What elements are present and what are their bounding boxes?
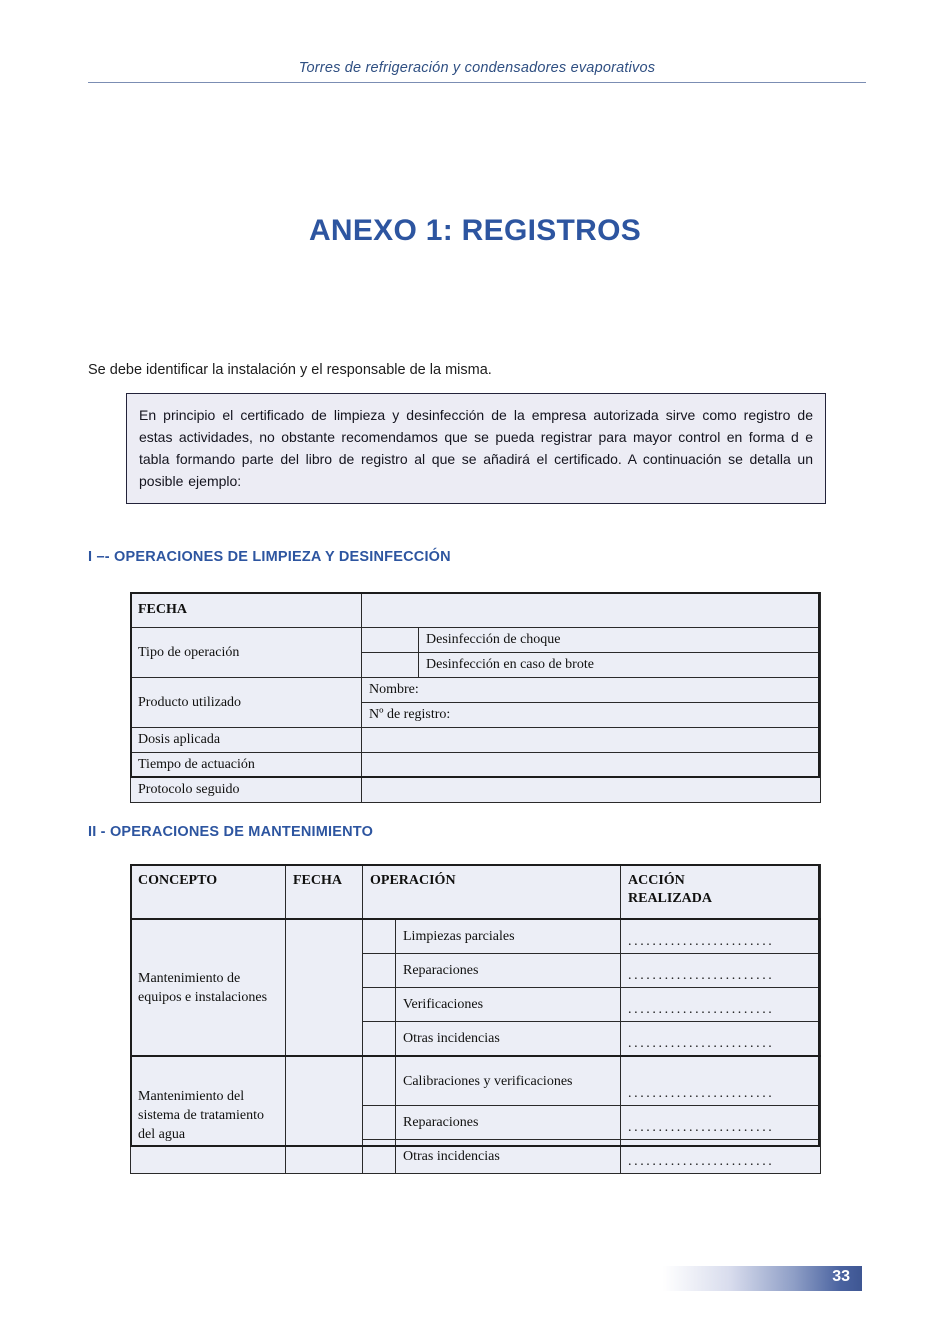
cell-operacion-reparaciones-equipos: Reparaciones xyxy=(396,954,621,988)
cell-accion-verificaciones-equipos[interactable]: ........................ xyxy=(621,988,821,1022)
col-header-accion-line2: REALIZADA xyxy=(628,891,713,906)
cell-operacion-otras-incidencias-agua: Otras incidencias xyxy=(396,1140,621,1174)
cell-desinfeccion-brote-label: Desinfección en caso de brote xyxy=(419,653,821,678)
cell-tiempo-value[interactable] xyxy=(362,753,821,778)
table-row xyxy=(131,1056,821,1106)
section-heading-limpieza: I –- OPERACIONES DE LIMPIEZA Y DESINFECCIÓN xyxy=(88,549,451,565)
callout-text: En principio el certificado de limpieza y desinfección de la empresa autorizada sirve como registro de estas actividades, no obstante recomendamos que se pueda registrar para mayor control en forma d e tabla formando parte del libro de registro al que se añadirá el certificado. A continuación se detalla un posible ejemplo: xyxy=(139,407,813,489)
page-number: 33 xyxy=(832,1268,850,1285)
cell-operacion-reparaciones-agua: Reparaciones xyxy=(396,1106,621,1140)
cell-accion-reparaciones-equipos[interactable]: ........................ xyxy=(621,954,821,988)
cell-accion-otras-incidencias-equipos[interactable]: ........................ xyxy=(621,1022,821,1057)
cell-dosis-label: Dosis aplicada xyxy=(131,728,362,753)
col-header-fecha: FECHA xyxy=(286,865,363,920)
table-header-row xyxy=(131,865,821,920)
header-divider xyxy=(88,82,866,83)
checkbox-otras-incidencias-equipos[interactable] xyxy=(363,1022,396,1057)
cell-tiempo-label: Tiempo de actuación xyxy=(131,753,362,778)
table-row xyxy=(131,728,821,753)
cell-operacion-verificaciones-equipos: Verificaciones xyxy=(396,988,621,1022)
running-title: Torres de refrigeración y condensadores evaporativos xyxy=(298,60,656,76)
cell-tipo-operacion-label: Tipo de operación xyxy=(131,628,362,678)
page-header xyxy=(88,60,866,83)
cell-protocolo-label: Protocolo seguido xyxy=(131,778,362,803)
col-header-operacion: OPERACIÓN xyxy=(363,865,621,920)
table-row xyxy=(131,753,821,778)
cell-protocolo-value[interactable] xyxy=(362,778,821,803)
table-row xyxy=(131,628,821,653)
cell-desinfeccion-choque-label: Desinfección de choque xyxy=(419,628,821,653)
cell-operacion-otras-incidencias-equipos: Otras incidencias xyxy=(396,1022,621,1057)
col-header-accion xyxy=(621,865,821,920)
callout-box xyxy=(126,393,826,504)
checkbox-limpiezas-parciales[interactable] xyxy=(363,919,396,954)
col-header-accion-line1: ACCIÓN xyxy=(628,873,685,888)
table-row xyxy=(131,678,821,703)
cell-accion-otras-incidencias-agua[interactable]: ........................ xyxy=(621,1140,821,1174)
page-title: ANEXO 1: REGISTROS xyxy=(308,214,642,247)
cell-fecha-value[interactable] xyxy=(362,593,821,628)
cell-producto-nombre[interactable]: Nombre: xyxy=(362,678,821,703)
checkbox-desinfeccion-brote[interactable] xyxy=(362,653,419,678)
cell-accion-reparaciones-agua[interactable]: ........................ xyxy=(621,1106,821,1140)
col-header-concepto: CONCEPTO xyxy=(131,865,286,920)
table-row xyxy=(131,919,821,954)
checkbox-calibraciones-agua[interactable] xyxy=(363,1056,396,1106)
cell-concepto-equipos: Mantenimiento de equipos e instalaciones xyxy=(131,919,286,1056)
cell-fecha-equipos[interactable] xyxy=(286,919,363,1056)
checkbox-verificaciones-equipos[interactable] xyxy=(363,988,396,1022)
cell-fecha-agua[interactable] xyxy=(286,1056,363,1174)
cell-dosis-value[interactable] xyxy=(362,728,821,753)
intro-paragraph: Se debe identificar la instalación y el responsable de la misma. xyxy=(88,362,492,378)
table-operaciones-mantenimiento xyxy=(130,864,821,1174)
cell-operacion-calibraciones-agua: Calibraciones y verificaciones xyxy=(396,1056,621,1106)
cell-concepto-agua: Mantenimiento del sistema de tratamiento del agua xyxy=(131,1056,286,1174)
cell-accion-limpiezas-parciales[interactable]: ........................ xyxy=(621,919,821,954)
checkbox-otras-incidencias-agua[interactable] xyxy=(363,1140,396,1174)
table-operaciones-limpieza xyxy=(130,592,821,803)
cell-producto-utilizado-label: Producto utilizado xyxy=(131,678,362,728)
cell-fecha-label: FECHA xyxy=(131,593,362,628)
checkbox-reparaciones-agua[interactable] xyxy=(363,1106,396,1140)
table-row xyxy=(131,778,821,803)
checkbox-desinfeccion-choque[interactable] xyxy=(362,628,419,653)
page-number-badge xyxy=(650,1266,862,1291)
cell-accion-calibraciones-agua[interactable]: ........................ xyxy=(621,1056,821,1106)
cell-producto-registro[interactable]: Nº de registro: xyxy=(362,703,821,728)
section-heading-mantenimiento: II - OPERACIONES DE MANTENIMIENTO xyxy=(88,824,374,840)
table-row xyxy=(131,593,821,628)
cell-operacion-limpiezas-parciales: Limpiezas parciales xyxy=(396,919,621,954)
checkbox-reparaciones-equipos[interactable] xyxy=(363,954,396,988)
